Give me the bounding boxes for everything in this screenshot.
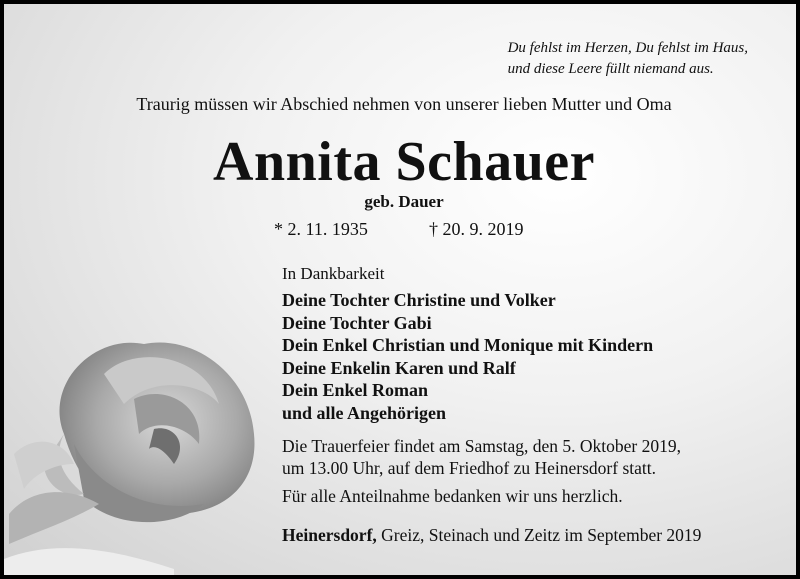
- quote-line-2: und diese Leere füllt niemand aus.: [507, 61, 714, 77]
- place-rest: Greiz, Steinach und Zeitz im September 2019: [376, 525, 702, 545]
- rose-illustration: [4, 314, 274, 579]
- intro-text: Traurig müssen wir Abschied nehmen von unserer lieben Mutter und Oma: [136, 94, 672, 114]
- funeral-notice: [282, 435, 681, 479]
- quote-line-1: Du fehlst im Herzen, Du fehlst im Haus,: [507, 40, 748, 56]
- list-item: Deine Tochter Gabi: [282, 312, 432, 333]
- funeral-line-2: um 13.00 Uhr, auf dem Friedhof zu Heinersdorf statt.: [282, 458, 657, 478]
- list-item: Dein Enkel Christian und Monique mit Kindern: [282, 335, 654, 355]
- list-item: Deine Tochter Christine und Volker: [282, 290, 556, 310]
- mourners-list: [282, 289, 653, 424]
- place-and-date: [282, 525, 701, 546]
- death-date: † 20. 9. 2019: [429, 219, 524, 239]
- place-name: Heinersdorf,: [282, 525, 377, 545]
- list-item: Dein Enkel Roman: [282, 380, 429, 400]
- deceased-name: Annita Schauer: [213, 131, 595, 193]
- birth-date: * 2. 11. 1935: [274, 219, 368, 239]
- epitaph-quote: [508, 38, 748, 80]
- gratitude-text: Für alle Anteilnahme bedanken wir uns herzlich.: [282, 486, 623, 506]
- list-item: Deine Enkelin Karen und Ralf: [282, 357, 516, 378]
- thanks-heading: In Dankbarkeit: [282, 264, 385, 283]
- list-item: und alle Angehörigen: [282, 402, 447, 423]
- birth-name: geb. Dauer: [364, 192, 444, 211]
- funeral-line-1: Die Trauerfeier findet am Samstag, den 5. Oktober 2019,: [282, 436, 682, 456]
